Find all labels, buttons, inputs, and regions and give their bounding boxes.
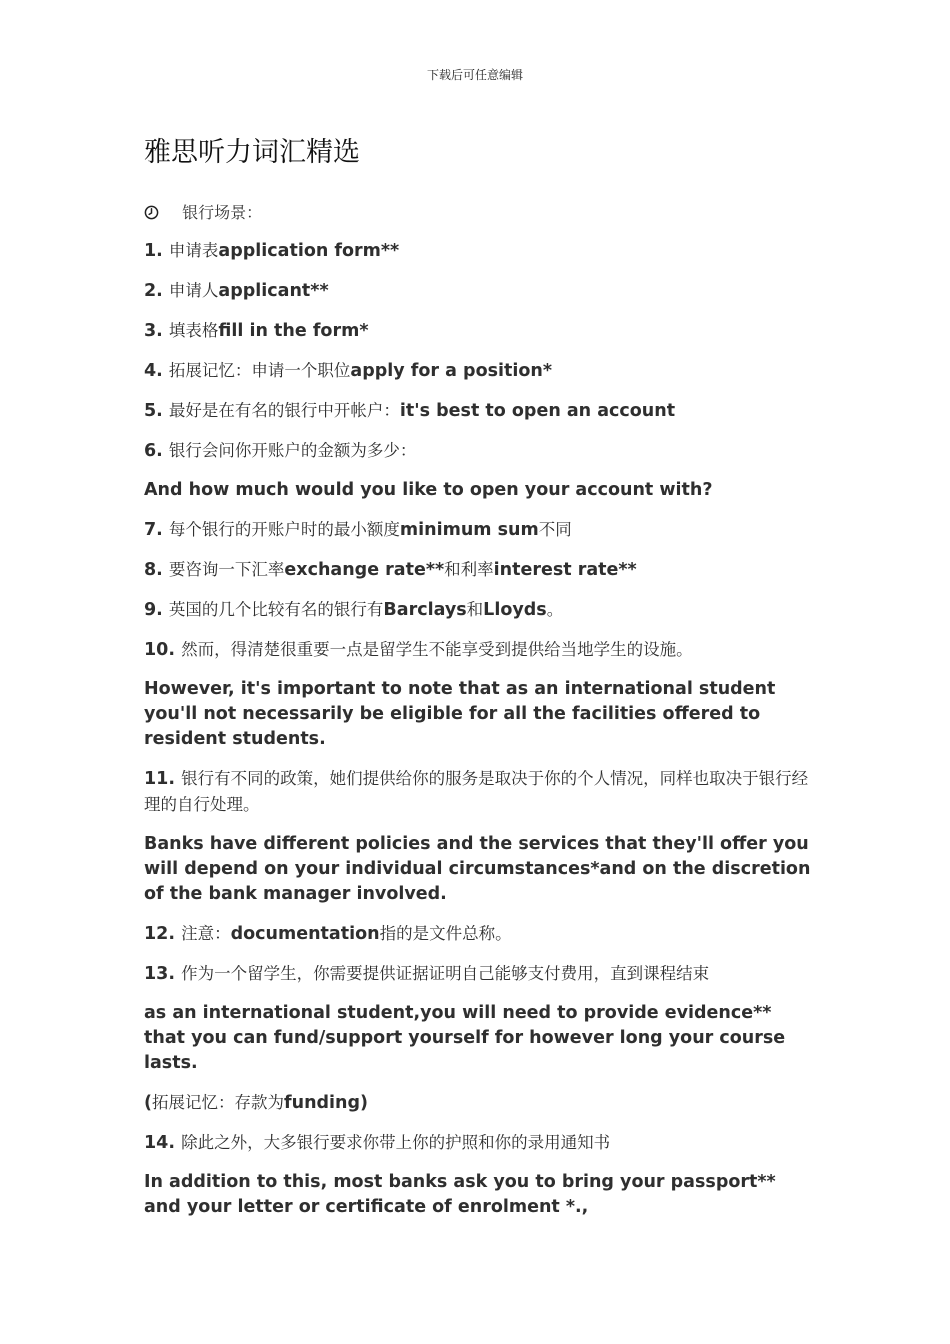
item-number: 8. — [144, 560, 169, 580]
list-item — [144, 637, 814, 663]
item-number: 1. — [144, 241, 169, 261]
chinese-text: 申请表 — [168, 241, 219, 260]
english-text: documentation — [230, 924, 380, 944]
chinese-text: 银行会问你开账户的金额为多少： — [168, 441, 417, 460]
english-text: as an international student,you will need to provide evidence** that you can fund/support yourself for however long your course lasts. — [144, 1003, 786, 1073]
english-text: However, it's important to note that as an international student you'll not necessarily be eligible for all the facilities offered to resident students. — [144, 679, 776, 749]
english-text: Banks have different policies and the services that they'll offer you will depend on your individual circumstances*and on the discretion of the bank manager involved. — [144, 834, 811, 904]
item-number: 10. — [144, 640, 182, 660]
item-number: 5. — [144, 401, 169, 421]
item-number: 13. — [144, 964, 182, 984]
vocabulary-list — [144, 238, 814, 1234]
chinese-text: 不同 — [538, 520, 572, 539]
list-item — [144, 278, 814, 304]
list-item — [144, 557, 814, 583]
list-item — [144, 358, 814, 384]
item-number: 11. — [144, 769, 182, 789]
chinese-text: 要咨询一下汇率 — [168, 560, 285, 579]
item-number: 12. — [144, 924, 182, 944]
list-item — [144, 238, 814, 264]
list-item-translation — [144, 832, 814, 907]
chinese-text: 银行有不同的政策，她们提供给你的服务是取决于你的个人情况，同样也取决于银行经理的自行处理。 — [144, 769, 809, 814]
item-number: 14. — [144, 1133, 182, 1153]
chinese-text: 最好是在有名的银行中开帐户： — [168, 401, 400, 420]
item-number: 6. — [144, 441, 169, 461]
list-item — [144, 921, 814, 947]
english-text: fill in the form* — [218, 321, 369, 341]
english-text: funding) — [284, 1093, 369, 1113]
item-number: 3. — [144, 321, 169, 341]
list-item-translation — [144, 1001, 814, 1076]
chinese-text: 注意： — [181, 924, 231, 943]
list-item — [144, 438, 814, 464]
english-text: minimum sum — [399, 520, 539, 540]
english-text: application form** — [218, 241, 400, 261]
list-item-translation — [144, 478, 814, 503]
list-item — [144, 961, 814, 987]
header-note: 下载后可任意编辑 — [426, 68, 523, 82]
list-item — [144, 1130, 814, 1156]
list-item — [144, 597, 814, 623]
english-text: In addition to this, most banks ask you to bring your passport** and your letter or certificate of enrolment *., — [144, 1172, 776, 1217]
list-item-translation — [144, 1090, 814, 1116]
list-item-translation — [144, 677, 814, 752]
item-number: 7. — [144, 520, 169, 540]
list-item — [144, 766, 814, 818]
chinese-text: 指的是文件总称。 — [379, 924, 512, 943]
clock-icon — [144, 205, 159, 220]
chinese-text: 填表格 — [168, 321, 219, 340]
chinese-text: 作为一个留学生，你需要提供证据证明自己能够支付费用，直到课程结束 — [181, 964, 710, 983]
chinese-text: 。 — [546, 600, 564, 619]
list-item-translation — [144, 1170, 814, 1220]
english-text: exchange rate** — [284, 560, 445, 580]
english-text: Lloyds — [483, 600, 547, 620]
english-text: it's best to open an account — [399, 401, 676, 421]
chinese-text: 除此之外，大多银行要求你带上你的护照和你的录用通知书 — [181, 1133, 611, 1152]
chinese-text: 申请人 — [168, 281, 219, 300]
chinese-text: 拓展记忆：申请一个职位 — [168, 361, 351, 380]
scene-label: 银行场景： — [182, 203, 263, 222]
chinese-text: 然而，得清楚很重要一点是留学生不能享受到提供给当地学生的设施。 — [181, 640, 693, 659]
english-text: Barclays — [383, 600, 467, 620]
chinese-text: 英国的几个比较有名的银行有 — [168, 600, 384, 619]
chinese-text: 拓展记忆：存款为 — [152, 1093, 284, 1112]
chinese-text: 每个银行的开账户时的最小额度 — [168, 520, 400, 539]
list-item — [144, 318, 814, 344]
list-item — [144, 398, 814, 424]
item-number: 4. — [144, 361, 169, 381]
english-text: applicant** — [218, 281, 329, 301]
item-number: 2. — [144, 281, 169, 301]
list-item — [144, 517, 814, 543]
english-text: apply for a position* — [350, 361, 553, 381]
chinese-text: 和 — [466, 600, 484, 619]
page-title: 雅思听力词汇精选 — [144, 137, 360, 168]
scene-heading — [144, 200, 262, 223]
english-text: interest rate** — [493, 560, 637, 580]
item-number: 9. — [144, 600, 169, 620]
chinese-text: 和利率 — [444, 560, 494, 579]
english-text: And how much would you like to open your account with? — [144, 480, 713, 500]
english-text: ( — [144, 1093, 152, 1113]
